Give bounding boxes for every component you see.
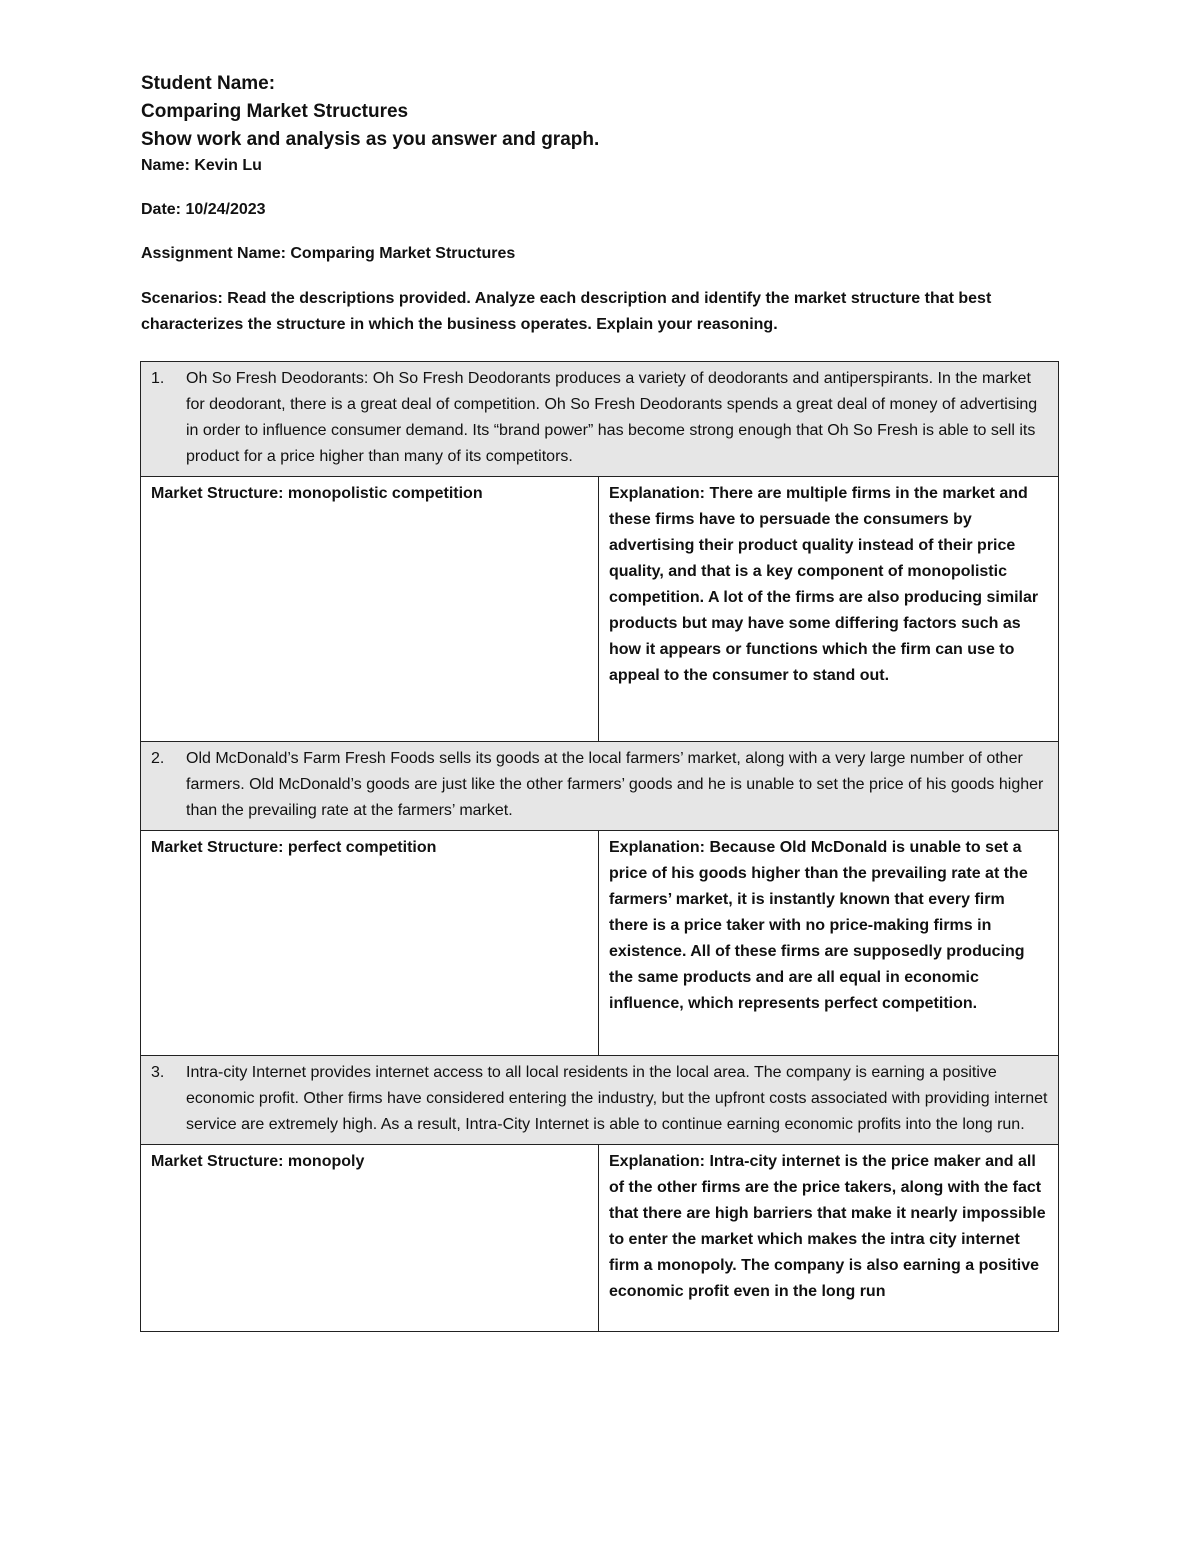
scenario-description-cell [141, 742, 1059, 831]
name-line: Name: Kevin Lu [141, 157, 262, 174]
scenario-description: Intra-city Internet provides internet access to all local residents in the local area. The company is earning a positive economic profit. Other firms have considered entering the industry, but the upfront costs associated with providing internet service are extremely high. As a result, Intra-City Internet is able to continue earning economic profits into the long run. [186, 1064, 1048, 1133]
document-title: Comparing Market Structures [141, 101, 409, 122]
scenario-description-cell [141, 362, 1059, 477]
scenario-number: 2. [151, 750, 165, 767]
market-structure-cell: Market Structure: monopolistic competition [141, 477, 599, 742]
scenarios-table [140, 361, 1059, 1332]
instruction-line: Show work and analysis as you answer and graph. [141, 129, 600, 150]
scenario-description: Old McDonald’s Farm Fresh Foods sells its goods at the local farmers’ market, along with a very large number of other farmers. Old McDonald’s goods are just like the other farmers’ goods and he is unable to set the price of his goods higher than the prevailing rate at the farmers’ market. [186, 750, 1044, 819]
scenario-answer-row [141, 1145, 1059, 1332]
explanation-cell: Explanation: There are multiple firms in the market and these firms have to persuade the consumers by advertising their product quality instead of their price quality, and that is a key component of monopolistic competition. A lot of the firms are also producing similar products but may have some differing factors such as how it appears or functions which the firm can use to appeal to the consumer to stand out. [599, 477, 1059, 742]
scenario-description: Oh So Fresh Deodorants: Oh So Fresh Deodorants produces a variety of deodorants and antiperspirants. In the market for deodorant, there is a great deal of competition. Oh So Fresh Deodorants spends a great deal of money of advertising in order to influence consumer demand. Its “brand power” has become strong enough that Oh So Fresh is able to sell its product for a price higher than many of its competitors. [186, 370, 1038, 465]
scenario-answer-row [141, 831, 1059, 1056]
scenario-description-row [141, 742, 1059, 831]
explanation-cell: Explanation: Intra-city internet is the price maker and all of the other firms are the price takers, along with the fact that there are high barriers that make it nearly impossible to enter the market which makes the intra city internet firm a monopoly. The company is also earning a positive economic profit even in the long run [599, 1145, 1059, 1332]
scenario-description-row [141, 1056, 1059, 1145]
scenario-answer-row [141, 477, 1059, 742]
explanation-cell: Explanation: Because Old McDonald is unable to set a price of his goods higher than the prevailing rate at the farmers’ market, it is instantly known that every firm there is a price taker with no price-making firms in existence. All of these firms are supposedly producing the same products and are all equal in economic influence, which represents perfect competition. [599, 831, 1059, 1056]
document-header [141, 70, 1071, 338]
scenario-number: 1. [151, 370, 165, 387]
date-line: Date: 10/24/2023 [141, 201, 266, 218]
assignment-line: Assignment Name: Comparing Market Structures [141, 245, 516, 262]
market-structure-cell: Market Structure: perfect competition [141, 831, 599, 1056]
scenario-number: 3. [151, 1064, 165, 1081]
student-name-label: Student Name: [141, 73, 276, 94]
scenario-description-row [141, 362, 1059, 477]
scenario-description-cell [141, 1056, 1059, 1145]
scenarios-intro: Scenarios: Read the descriptions provided. Analyze each description and identify the market structure that best characterizes the structure in which the business operates. Explain your reasoning. [141, 290, 992, 333]
market-structure-cell: Market Structure: monopoly [141, 1145, 599, 1332]
